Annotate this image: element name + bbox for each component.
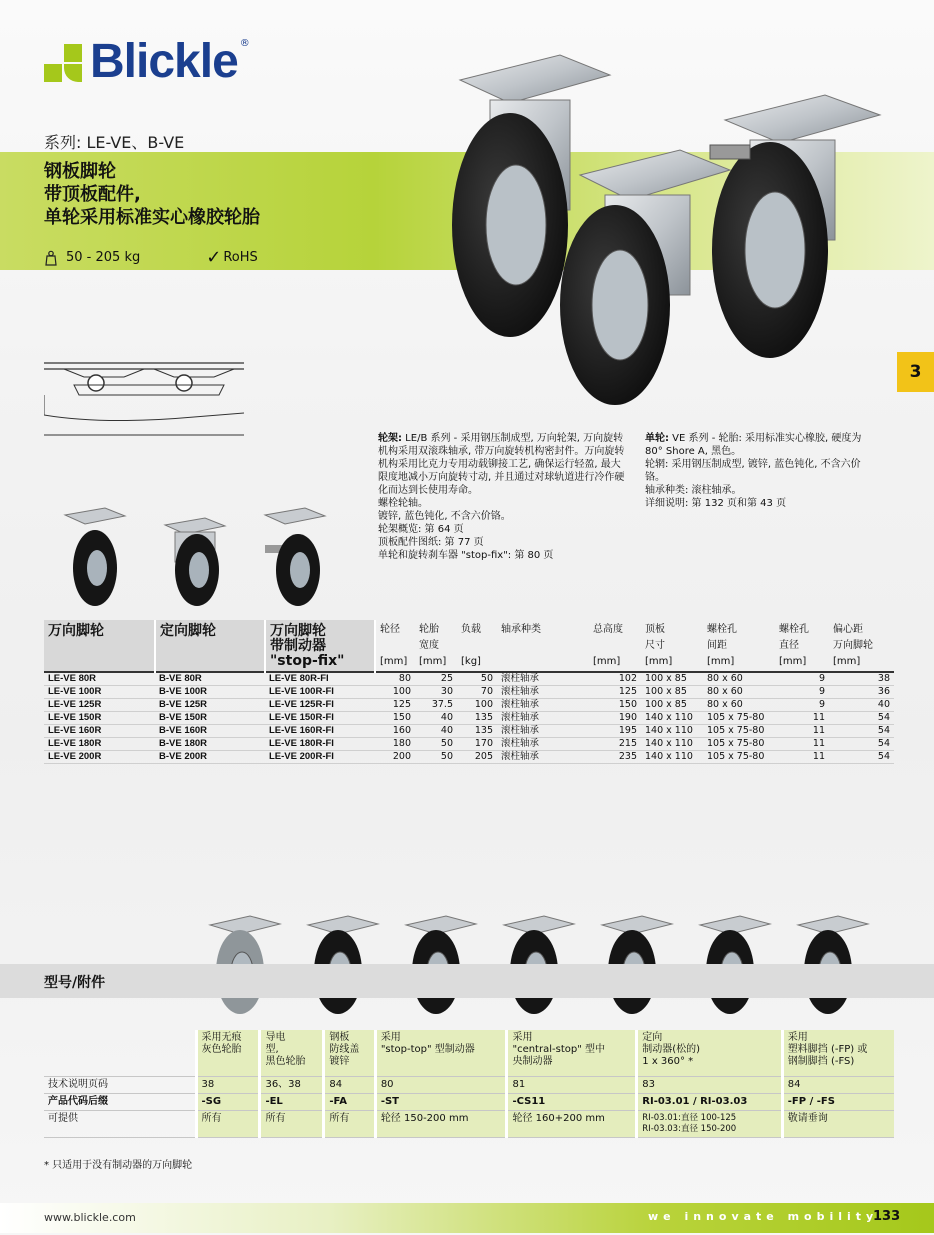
- accessories-band: [0, 964, 934, 998]
- accessories-cell: 81: [507, 1076, 637, 1093]
- table-cell: 80 x 60: [703, 672, 775, 686]
- table-cell: LE-VE 100R-FI: [265, 686, 375, 699]
- table-cell: LE-VE 125R-FI: [265, 699, 375, 712]
- table-cell: 40: [415, 712, 457, 725]
- accessories-cell: 所有: [324, 1110, 375, 1137]
- table-cell: 140 x 110: [641, 751, 703, 764]
- accessories-cell: 敬请垂询: [782, 1110, 894, 1137]
- footer-url-link[interactable]: www.blickle.com: [44, 1211, 136, 1224]
- load-range: 50 - 205 kg: [66, 250, 141, 265]
- table-header-row: [44, 620, 894, 672]
- table-cell: 50: [415, 751, 457, 764]
- accessory-column-header: 采用无痕 灰色轮胎: [196, 1030, 260, 1076]
- table-cell: 30: [415, 686, 457, 699]
- table-cell: LE-VE 150R-FI: [265, 712, 375, 725]
- table-cell: 11: [775, 725, 829, 738]
- table-row: [44, 751, 894, 764]
- table-cell: 215: [589, 738, 641, 751]
- accessories-row-label: 产品代码后缀: [44, 1093, 196, 1110]
- spec-row: [44, 247, 258, 268]
- table-cell: 140 x 110: [641, 738, 703, 751]
- col-header: 螺栓孔 间距 [mm]: [707, 624, 737, 667]
- table-cell: 36: [829, 686, 894, 699]
- footer-slogan: we innovate mobility: [648, 1210, 879, 1223]
- wheel-line: 轴承种类: 滚柱轴承。: [645, 485, 742, 496]
- fixed-caster-thumb: [165, 518, 225, 606]
- table-cell: 9: [775, 672, 829, 686]
- table-cell: 滚柱轴承: [497, 672, 589, 686]
- table-cell: LE-VE 80R: [44, 672, 155, 686]
- table-cell: 135: [457, 725, 497, 738]
- table-cell: 105 x 75-80: [703, 712, 775, 725]
- table-cell: B-VE 160R: [155, 725, 265, 738]
- table-cell: LE-VE 150R: [44, 712, 155, 725]
- table-cell: 150: [375, 712, 415, 725]
- frame-line: 轮架概览: 第 64 页: [378, 524, 464, 535]
- table-cell: 滚柱轴承: [497, 725, 589, 738]
- table-cell: B-VE 125R: [155, 699, 265, 712]
- table-cell: 80: [375, 672, 415, 686]
- table-cell: 235: [589, 751, 641, 764]
- table-cell: 105 x 75-80: [703, 725, 775, 738]
- wheel-line: 轮辋: 采用钢压制成型, 镀锌, 蓝色钝化, 不含六价铬。: [645, 459, 861, 483]
- wheel-description: [645, 432, 880, 510]
- table-cell: LE-VE 200R-FI: [265, 751, 375, 764]
- accessories-header-row: [44, 1030, 894, 1076]
- accessory-column-header: 钢板 防线盖 镀锌: [324, 1030, 375, 1076]
- weight-icon: [44, 250, 58, 266]
- logo-registered-mark: ®: [239, 38, 250, 49]
- accessories-corner: [44, 1030, 196, 1076]
- table-row: [44, 738, 894, 751]
- table-cell: LE-VE 180R: [44, 738, 155, 751]
- accessories-cell: -FP / -FS: [782, 1093, 894, 1110]
- table-cell: 160: [375, 725, 415, 738]
- accessories-cell: 轮径 160+200 mm: [507, 1110, 637, 1137]
- table-cell: 滚柱轴承: [497, 738, 589, 751]
- table-cell: 25: [415, 672, 457, 686]
- table-cell: B-VE 180R: [155, 738, 265, 751]
- table-cell: 105 x 75-80: [703, 751, 775, 764]
- accessories-cell: 所有: [260, 1110, 324, 1137]
- accessory-column-header: 导电 型, 黑色轮胎: [260, 1030, 324, 1076]
- footnote: * 只适用于没有制动器的万向脚轮: [44, 1160, 193, 1171]
- accessory-column-header: 采用 塑料脚挡 (-FP) 或 钢制脚挡 (-FS): [782, 1030, 894, 1076]
- table-cell: 54: [829, 712, 894, 725]
- table-row: [44, 686, 894, 699]
- page-number: 133: [873, 1209, 901, 1224]
- accessories-cell: 所有: [196, 1110, 260, 1137]
- logo-wordmark: Blickle: [90, 35, 238, 88]
- table-cell: 200: [375, 751, 415, 764]
- table-cell: LE-VE 100R: [44, 686, 155, 699]
- table-cell: 11: [775, 712, 829, 725]
- frame-line: 顶板配件图纸: 第 77 页: [378, 537, 484, 548]
- accessory-column-header: 采用 "central-stop" 型中 央制动器: [507, 1030, 637, 1076]
- col-header: 螺栓孔 直径 [mm]: [779, 624, 809, 667]
- table-cell: 100 x 85: [641, 699, 703, 712]
- table-cell: LE-VE 125R: [44, 699, 155, 712]
- accessories-cell: -EL: [260, 1093, 324, 1110]
- col-header: 轴承种类: [501, 624, 541, 635]
- table-cell: 100 x 85: [641, 686, 703, 699]
- table-cell: 40: [829, 699, 894, 712]
- table-cell: 190: [589, 712, 641, 725]
- accessories-cell: RI-03.01:直径 100-125 RI-03.03:直径 150-200: [637, 1110, 783, 1137]
- table-row: [44, 672, 894, 686]
- title-line: 单轮采用标准实心橡胶轮胎: [44, 207, 260, 228]
- table-cell: 205: [457, 751, 497, 764]
- table-cell: 135: [457, 712, 497, 725]
- table-cell: 80 x 60: [703, 699, 775, 712]
- col-header: 轮径 [mm]: [380, 624, 408, 667]
- table-cell: 40: [415, 725, 457, 738]
- col-header: 轮胎 宽度 [mm]: [419, 624, 447, 667]
- title-line: 钢板脚轮: [44, 161, 116, 182]
- accessories-cell: 80: [375, 1076, 507, 1093]
- frame-line: 单轮和旋转刹车器 "stop-fix": 第 80 页: [378, 550, 554, 561]
- table-cell: 70: [457, 686, 497, 699]
- series-label: 系列: LE-VE、B-VE: [44, 133, 185, 152]
- table-cell: 150: [589, 699, 641, 712]
- table-cell: 38: [829, 672, 894, 686]
- swivel-header: 万向脚轮: [44, 620, 155, 672]
- table-cell: LE-VE 160R-FI: [265, 725, 375, 738]
- table-cell: 54: [829, 738, 894, 751]
- accessories-table: [44, 1030, 894, 1138]
- table-cell: 195: [589, 725, 641, 738]
- col-header: 负载 [kg]: [461, 624, 481, 667]
- accessories-cell: 83: [637, 1076, 783, 1093]
- accessories-cell: -FA: [324, 1093, 375, 1110]
- title-line: 带顶板配件,: [44, 184, 141, 205]
- table-cell: 125: [589, 686, 641, 699]
- table-cell: 54: [829, 751, 894, 764]
- table-row: [44, 699, 894, 712]
- blickle-logo[interactable]: [44, 34, 250, 89]
- table-cell: 100: [375, 686, 415, 699]
- frame-line: 螺栓轮轴。: [378, 498, 428, 509]
- table-cell: 100: [457, 699, 497, 712]
- table-cell: 50: [415, 738, 457, 751]
- caster-types-thumbnails: [50, 500, 350, 610]
- table-cell: 140 x 110: [641, 712, 703, 725]
- hero-casters-image: [430, 45, 900, 415]
- frame-text: LE/B 系列 - 采用钢压制成型, 万向轮架, 万向旋转机构采用双滚珠轴承, 带万向旋转机构密封件。万向旋转机构采用比克力专用动载铆接工艺, 确保运行轻盈, 最大限度地减小万向旋转寸动, 并且通过对球轨道进行冷作硬化而达到长使用寿命。: [378, 433, 625, 496]
- fixed-header: 定向脚轮: [155, 620, 265, 672]
- accessories-cell: 38: [196, 1076, 260, 1093]
- table-cell: 100 x 85: [641, 672, 703, 686]
- accessories-row-label: 可提供: [44, 1110, 196, 1137]
- table-cell: 170: [457, 738, 497, 751]
- wheel-line: 详细说明: 第 132 页和第 43 页: [645, 498, 787, 509]
- table-cell: 37.5: [415, 699, 457, 712]
- frame-description: [378, 432, 628, 562]
- table-cell: 9: [775, 699, 829, 712]
- frame-line: 镀锌, 蓝色钝化, 不含六价铬。: [378, 511, 511, 522]
- rohs-badge: [206, 247, 258, 268]
- accessories-cell: -ST: [375, 1093, 507, 1110]
- swivel-caster-thumb: [65, 508, 125, 606]
- accessories-row: [44, 1110, 894, 1137]
- accessories-title: 型号/附件: [44, 975, 106, 991]
- product-table: [44, 620, 894, 764]
- table-cell: 滚柱轴承: [497, 699, 589, 712]
- accessory-column-header: 定向 制动器(松的) 1 x 360° *: [637, 1030, 783, 1076]
- table-cell: 滚柱轴承: [497, 686, 589, 699]
- table-cell: LE-VE 80R-FI: [265, 672, 375, 686]
- accessories-cell: 84: [324, 1076, 375, 1093]
- accessories-row: [44, 1076, 894, 1093]
- accessories-cell: -CS11: [507, 1093, 637, 1110]
- accessories-cell: -SG: [196, 1093, 260, 1110]
- table-row: [44, 725, 894, 738]
- table-cell: 80 x 60: [703, 686, 775, 699]
- brake-caster-thumb: [265, 508, 325, 606]
- table-cell: B-VE 80R: [155, 672, 265, 686]
- table-cell: 140 x 110: [641, 725, 703, 738]
- chapter-tab[interactable]: 3: [897, 352, 934, 392]
- table-body: [44, 672, 894, 764]
- accessories-cell: 36、38: [260, 1076, 324, 1093]
- check-icon: ✓: [206, 247, 222, 268]
- table-cell: 9: [775, 686, 829, 699]
- rohs-label: RoHS: [223, 250, 258, 265]
- table-cell: LE-VE 180R-FI: [265, 738, 375, 751]
- table-cell: 54: [829, 725, 894, 738]
- table-cell: LE-VE 200R: [44, 751, 155, 764]
- col-header: 总高度 [mm]: [593, 624, 623, 667]
- accessories-cell: 84: [782, 1076, 894, 1093]
- table-cell: 125: [375, 699, 415, 712]
- table-cell: 滚柱轴承: [497, 712, 589, 725]
- table-cell: 105 x 75-80: [703, 738, 775, 751]
- table-cell: 11: [775, 751, 829, 764]
- wheel-label: 单轮:: [645, 433, 669, 444]
- brake-header: 万向脚轮 带制动器 "stop-fix": [265, 620, 375, 672]
- logo-mark-icon: [44, 42, 84, 82]
- accessory-column-header: 采用 "stop-top" 型制动器: [375, 1030, 507, 1076]
- table-cell: 11: [775, 738, 829, 751]
- col-header: 偏心距 万向脚轮 [mm]: [833, 624, 873, 667]
- table-cell: 102: [589, 672, 641, 686]
- accessories-row-label: 技术说明页码: [44, 1076, 196, 1093]
- frame-label: 轮架:: [378, 433, 402, 444]
- table-cell: LE-VE 160R: [44, 725, 155, 738]
- wheel-text: VE 系列 - 轮胎: 采用标准实心橡胶, 硬度为 80° Shore A, 黑色。: [645, 433, 862, 457]
- col-header: 顶板 尺寸 [mm]: [645, 624, 673, 667]
- table-cell: B-VE 200R: [155, 751, 265, 764]
- table-cell: 滚柱轴承: [497, 751, 589, 764]
- table-row: [44, 712, 894, 725]
- table-cell: B-VE 100R: [155, 686, 265, 699]
- accessories-cell: 轮径 150-200 mm: [375, 1110, 507, 1137]
- bearing-cross-section-diagram: [44, 355, 244, 437]
- table-cell: 50: [457, 672, 497, 686]
- accessories-row: [44, 1093, 894, 1110]
- accessories-cell: RI-03.01 / RI-03.03: [637, 1093, 783, 1110]
- table-cell: B-VE 150R: [155, 712, 265, 725]
- table-cell: 180: [375, 738, 415, 751]
- product-title: [44, 160, 260, 229]
